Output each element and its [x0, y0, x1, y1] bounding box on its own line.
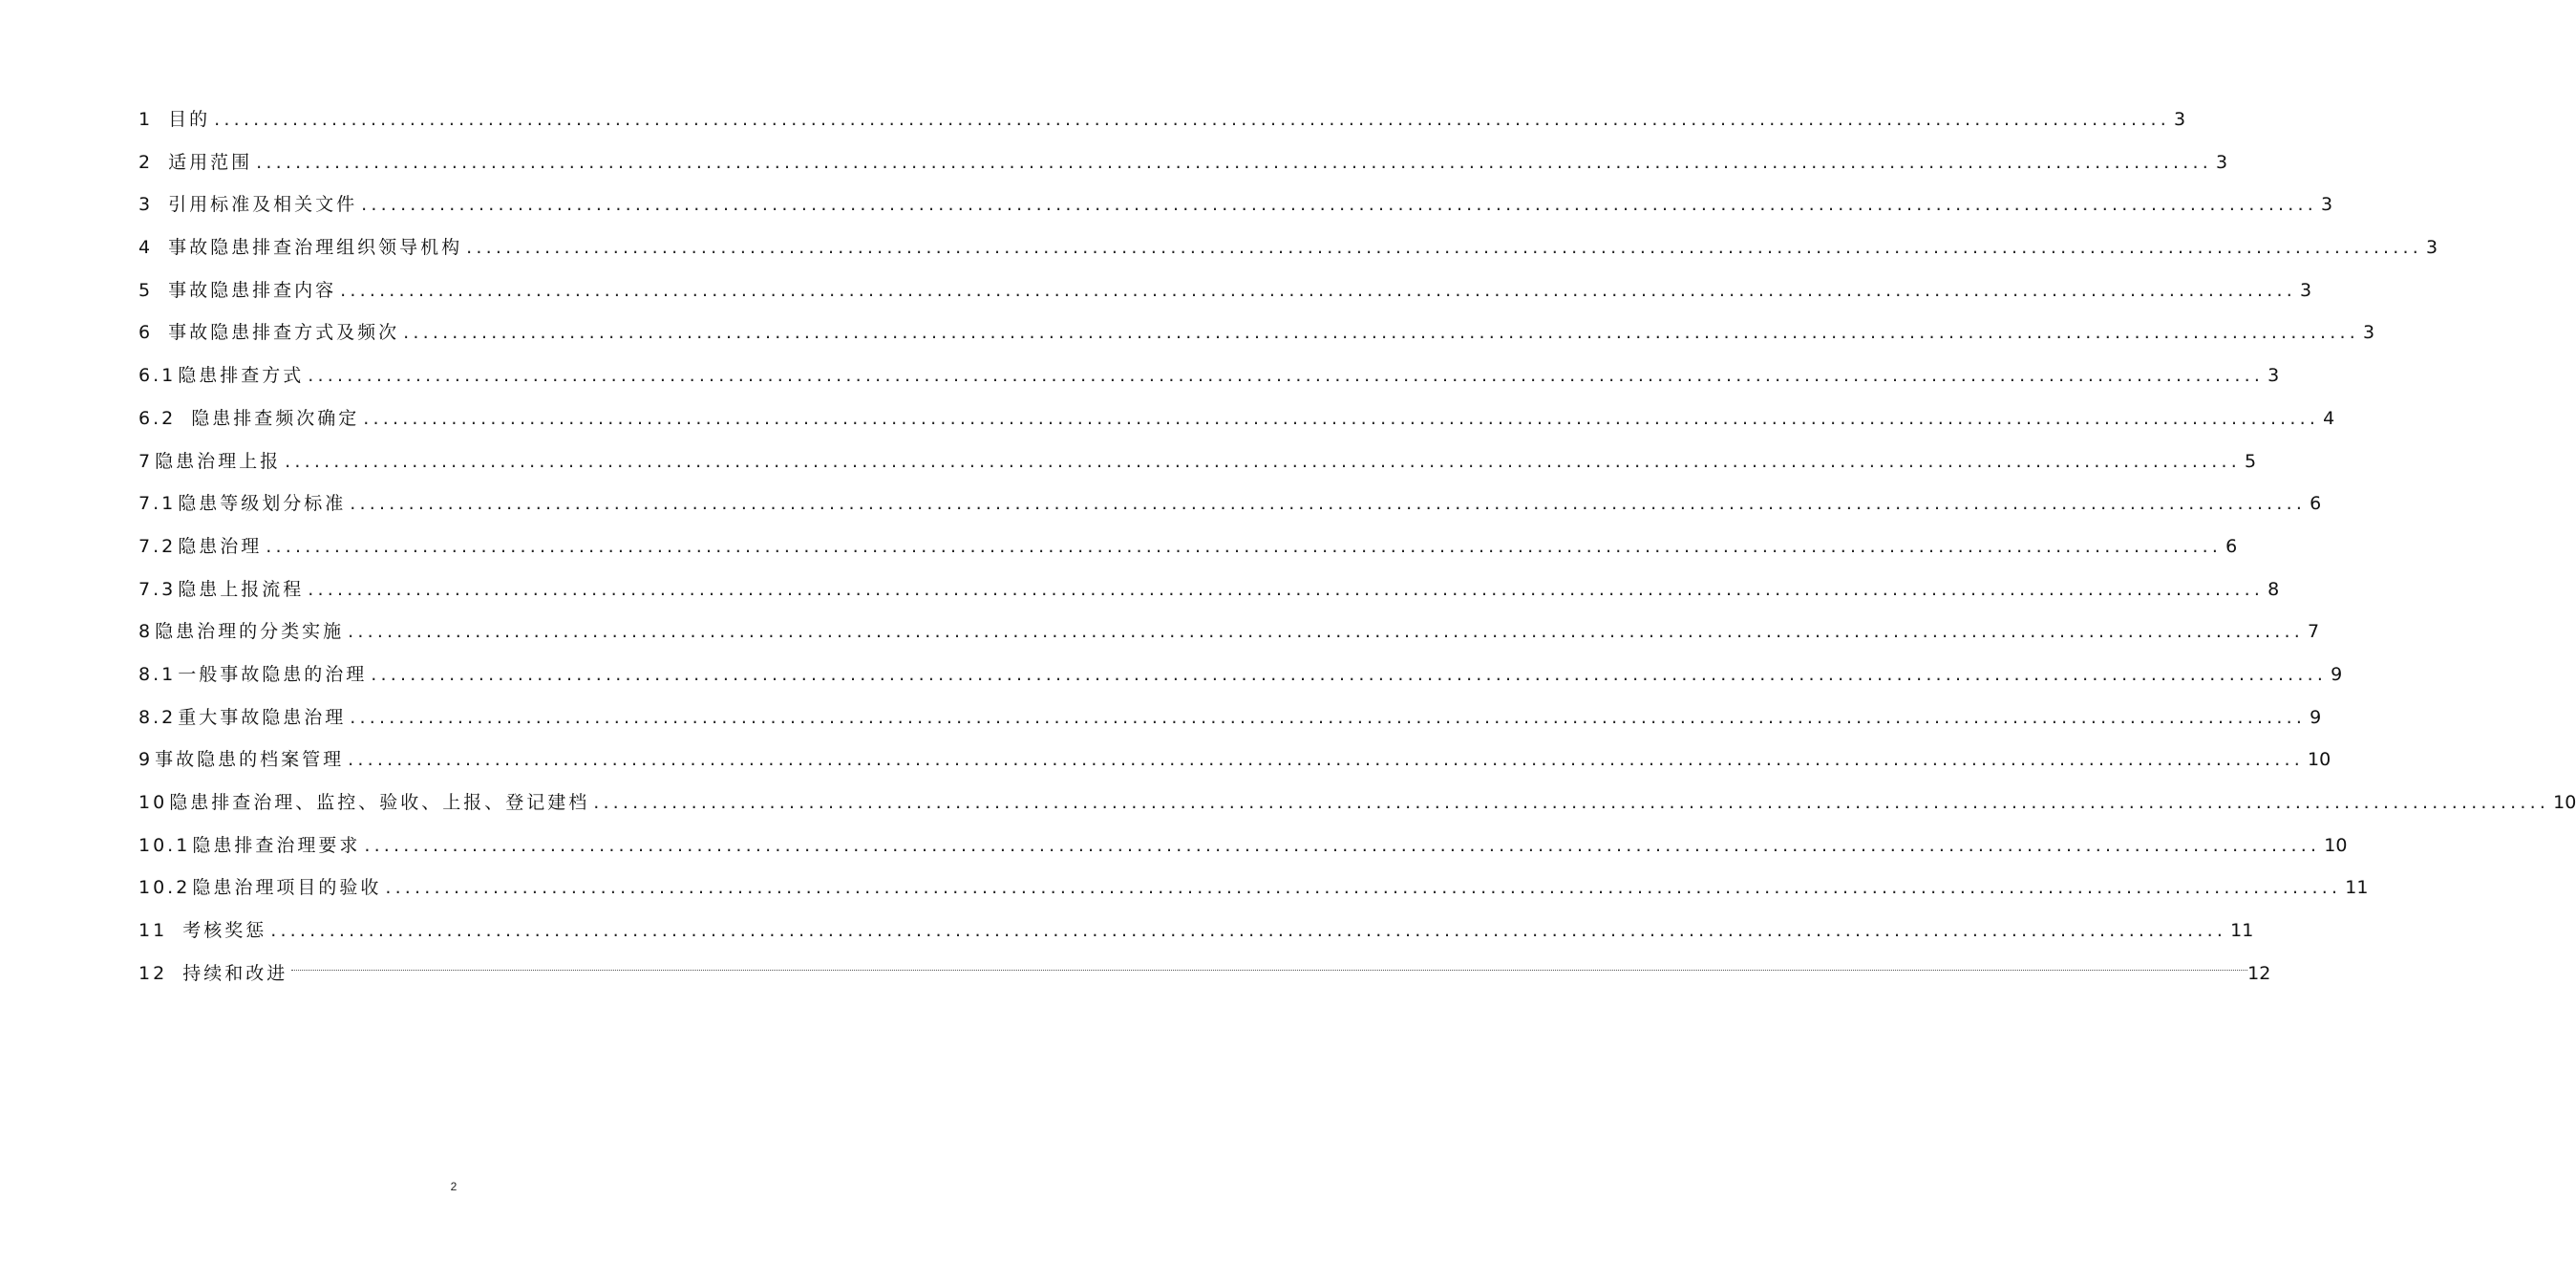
toc-entry-number: 12 [138, 962, 168, 984]
toc-entry-title: 引用标准及相关文件 [168, 194, 358, 216]
toc-entry-page: 5 [2245, 450, 2257, 472]
toc-entry-title: 考核奖惩 [182, 920, 267, 942]
toc-leader-dots: ........................................................................................................................................................................................................ [340, 279, 2297, 301]
toc-leader-dots: ........................................................................................................................................................................................................ [308, 365, 2265, 387]
toc-entry-title: 事故隐患排查内容 [168, 279, 337, 301]
toc-leader-dots: ........................................................................................................................................................................................................ [348, 749, 2305, 771]
toc-entry-title: 隐患排查方式 [178, 365, 305, 387]
toc-entry-number: 5 [138, 279, 154, 301]
toc-leader-dots: ........................................................................................................................................................................................................ [308, 578, 2265, 600]
toc-entry-page: 11 [2230, 920, 2254, 942]
toc-entry-number: 4 [138, 237, 154, 259]
toc-entry-page: 8 [2267, 578, 2280, 600]
page-number: 2 [450, 1180, 458, 1193]
toc-leader-dots: ........................................................................................................................................................................................................ [361, 194, 2318, 216]
toc-entry-number: 6.2 [138, 407, 177, 429]
toc-entry[interactable] [138, 525, 2238, 568]
toc-entry[interactable] [138, 910, 2254, 952]
toc-entry-page: 3 [2321, 194, 2333, 216]
toc-entry-title: 隐患等级划分标准 [178, 493, 347, 515]
toc-entry[interactable] [138, 183, 2333, 226]
toc-entry[interactable] [138, 311, 2375, 354]
toc-entry-page: 3 [2216, 151, 2228, 173]
toc-leader-dots: ........................................................................................................................................................................................................ [371, 663, 2328, 685]
toc-leader-dots: ........................................................................................................................................................................................................ [214, 109, 2171, 130]
toc-leader-dots: ........................................................................................................................................................................................................ [266, 535, 2223, 557]
toc-entry-number: 11 [138, 920, 168, 942]
toc-leader-dots: ........................................................................................................................................................................................................ [385, 877, 2342, 899]
toc-entry-title: 重大事故隐患治理 [178, 706, 347, 728]
toc-entry-page: 10 [2553, 792, 2576, 813]
toc-entry-number: 8 [138, 621, 154, 643]
toc-entry-page: 10 [2308, 749, 2331, 771]
toc-entry-page: 4 [2323, 407, 2335, 429]
toc-leader-dots: ........................................................................................................................................................................................................ [350, 493, 2307, 515]
toc-entry-page: 12 [2247, 962, 2271, 984]
toc-entry-title: 适用范围 [168, 151, 253, 173]
toc-entry[interactable] [138, 781, 2576, 824]
toc-leader-dots: ........................................................................................................................................................................................................ [403, 322, 2360, 344]
toc-entry-title: 隐患治理 [178, 535, 263, 557]
toc-entry-number: 8.2 [138, 706, 177, 728]
toc-entry[interactable] [138, 141, 2228, 184]
toc-entry[interactable] [138, 568, 2280, 611]
toc-leader-dots: ........................................................................................................................................................................................................ [364, 834, 2321, 856]
toc-entry-page: 6 [2225, 535, 2238, 557]
toc-entry-number: 6.1 [138, 365, 177, 387]
toc-entry-title: 目的 [168, 109, 211, 130]
toc-entry-page: 3 [2426, 237, 2438, 259]
toc-leader-dots: ........................................................................................................................................................................................................ [466, 237, 2423, 259]
toc-entry[interactable] [138, 482, 2322, 525]
toc-leader-dots: ........................................................................................................................................................................................................ [363, 407, 2320, 429]
toc-leader-dots: ........................................................................................................................................................................................................ [256, 151, 2213, 173]
toc-entry[interactable] [138, 226, 2438, 269]
toc-leader-dots: ........................................................................................................................................................................................................ [270, 920, 2227, 942]
toc-entry-title: 隐患上报流程 [178, 578, 305, 600]
toc-entry[interactable] [138, 354, 2280, 397]
toc-entry-number: 9 [138, 749, 154, 771]
toc-entry-number: 8.1 [138, 663, 177, 685]
toc-entry-title: 隐患排查治理、监控、验收、上报、登记建档 [169, 792, 590, 813]
toc-entry-number: 10.1 [138, 834, 191, 856]
toc-entry-page: 9 [2331, 663, 2343, 685]
toc-entry[interactable] [138, 696, 2322, 739]
toc-entry-title: 事故隐患排查治理组织领导机构 [168, 237, 463, 259]
toc-entry-number: 7 [138, 450, 154, 472]
toc-entry-title: 隐患排查治理要求 [192, 834, 361, 856]
toc-entry-title: 一般事故隐患的治理 [178, 663, 368, 685]
toc-entry[interactable] [138, 440, 2257, 483]
toc-entry-page: 3 [2267, 365, 2280, 387]
toc-entry-title: 持续和改进 [182, 962, 288, 984]
toc-entry-title: 事故隐患的档案管理 [155, 749, 345, 771]
toc-entry[interactable] [138, 738, 2331, 781]
toc-entry-page: 6 [2310, 493, 2322, 515]
toc-leader-dots: ........................................................................................................................................................................................................ [285, 450, 2242, 472]
toc-entry[interactable] [138, 269, 2312, 312]
toc-entry-title: 事故隐患排查方式及频次 [168, 322, 400, 344]
toc-entry-number: 7.1 [138, 493, 177, 515]
toc-leader-dots: ........................................................................................................................................................................................................ [350, 706, 2307, 728]
toc-entry[interactable] [138, 397, 2335, 440]
toc-entry-number: 7.2 [138, 535, 177, 557]
toc-entry-title: 隐患治理的分类实施 [155, 621, 345, 643]
toc-entry-page: 3 [2363, 322, 2375, 344]
toc-entry[interactable] [138, 98, 2186, 141]
toc-leader-dots: ........................................................................................................................................................................................................ [593, 792, 2550, 813]
toc-entry-number: 10.2 [138, 877, 191, 899]
toc-entry-number: 2 [138, 151, 154, 173]
toc-entry[interactable] [138, 952, 2271, 995]
toc-entry-number: 3 [138, 194, 154, 216]
toc-leader-dots [291, 951, 2247, 971]
toc-entry[interactable] [138, 653, 2343, 696]
toc-entry-title: 隐患治理上报 [155, 450, 282, 472]
toc-entry[interactable] [138, 867, 2369, 910]
toc-entry-page: 7 [2308, 621, 2320, 643]
toc-entry-number: 1 [138, 109, 154, 130]
toc-entry-page: 3 [2300, 279, 2312, 301]
toc-entry-page: 10 [2324, 834, 2348, 856]
toc-leader-dots: ........................................................................................................................................................................................................ [348, 621, 2305, 643]
toc-entry[interactable] [138, 824, 2348, 867]
toc-entry-page: 11 [2345, 877, 2369, 899]
toc-entry-page: 9 [2310, 706, 2322, 728]
toc-entry[interactable] [138, 610, 2320, 653]
toc-entry-number: 10 [138, 792, 168, 813]
toc-entry-title: 隐患治理项目的验收 [192, 877, 382, 899]
toc-entry-number: 6 [138, 322, 154, 344]
toc-entry-page: 3 [2174, 109, 2186, 130]
toc-entry-title: 隐患排查频次确定 [191, 407, 360, 429]
toc-entry-number: 7.3 [138, 578, 177, 600]
table-of-contents [138, 98, 2576, 995]
